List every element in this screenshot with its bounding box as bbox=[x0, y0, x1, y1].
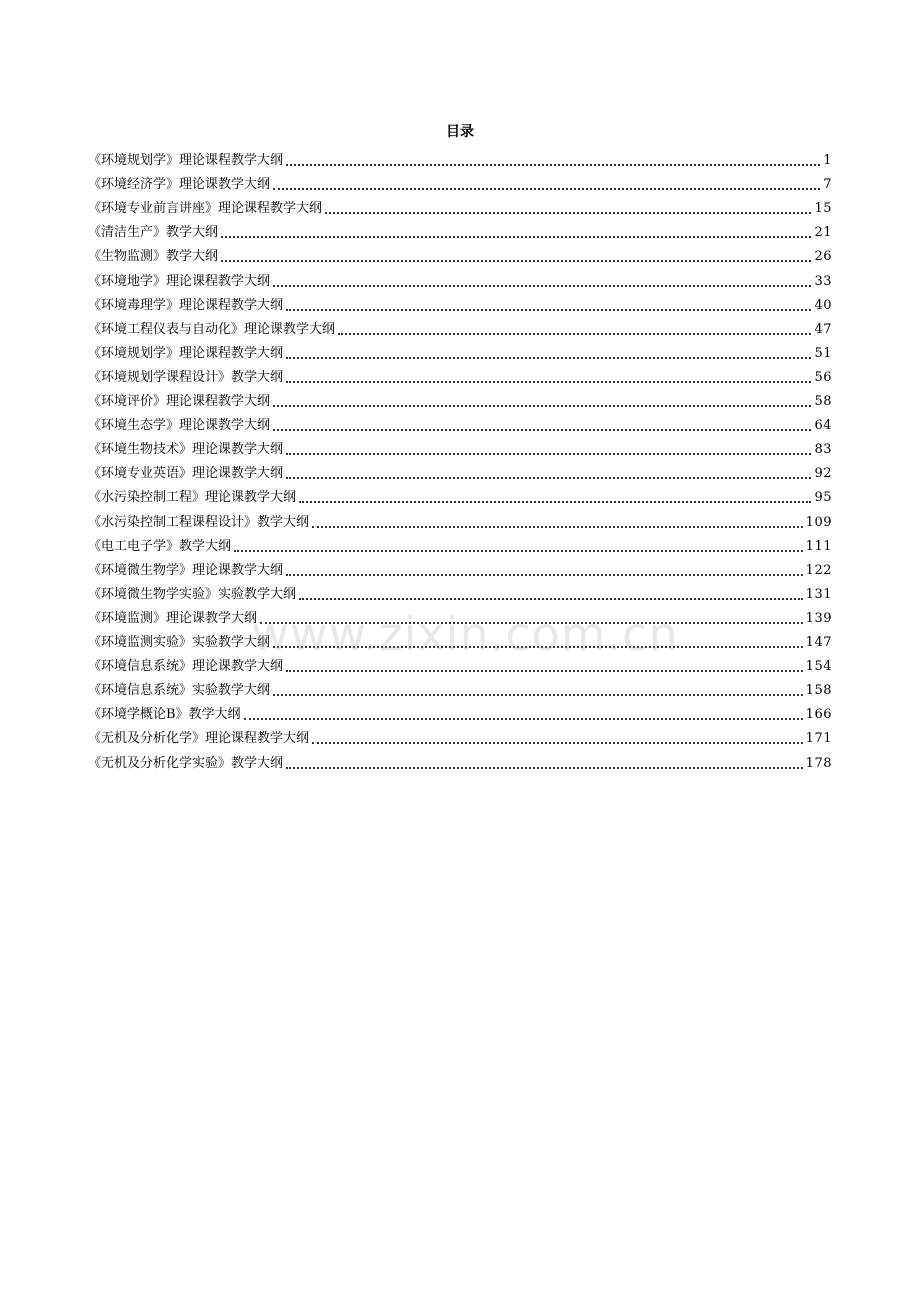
toc-entry-page-number: 139 bbox=[805, 610, 832, 626]
toc-entry-page-number: 158 bbox=[805, 683, 832, 699]
toc-dot-leader bbox=[273, 272, 811, 292]
toc-dot-leader bbox=[286, 296, 811, 316]
toc-entry-title: 《环境评价》理论课程教学大纲 bbox=[88, 394, 271, 409]
toc-entry[interactable] bbox=[88, 725, 832, 749]
toc-entry-title: 《环境毒理学》理论课程教学大纲 bbox=[88, 297, 284, 313]
toc-entry-page-number: 171 bbox=[805, 731, 832, 747]
toc-entry-title: 《环境生物技术》理论课教学大纲 bbox=[88, 442, 284, 458]
toc-entry-title: 《环境学概论B》教学大纲 bbox=[88, 707, 241, 723]
toc-entry-page-number: 154 bbox=[805, 659, 832, 675]
toc-entry-page-number: 95 bbox=[814, 490, 832, 506]
toc-entry[interactable] bbox=[88, 219, 832, 243]
toc-dot-leader bbox=[312, 729, 803, 749]
toc-entry-page-number: 92 bbox=[814, 466, 832, 482]
toc-entry-page-number: 131 bbox=[805, 586, 832, 602]
toc-entry-page-number: 21 bbox=[814, 225, 832, 241]
toc-entry-page-number: 147 bbox=[805, 635, 832, 650]
toc-dot-leader bbox=[286, 561, 803, 581]
watermark: www.zixin.com.cn bbox=[251, 607, 679, 661]
toc-entry-page-number: 33 bbox=[814, 273, 832, 289]
toc-entry-page-number: 111 bbox=[805, 538, 832, 554]
toc-dot-leader bbox=[273, 633, 803, 653]
toc-dot-leader bbox=[286, 151, 820, 171]
toc-entry-page-number: 83 bbox=[814, 442, 832, 458]
toc-entry[interactable] bbox=[88, 460, 832, 484]
toc-entry-title: 《无机及分析化学实验》教学大纲 bbox=[88, 755, 284, 771]
toc-entry-page-number: 64 bbox=[814, 418, 832, 434]
toc-entry[interactable] bbox=[88, 292, 832, 316]
toc-entry-title: 《环境专业英语》理论课教学大纲 bbox=[88, 466, 284, 482]
toc-dot-leader bbox=[286, 344, 811, 364]
toc-entry-title: 《清洁生产》教学大纲 bbox=[88, 225, 219, 241]
toc-entry[interactable] bbox=[88, 605, 832, 629]
toc-entry-title: 《环境监测》理论课教学大纲 bbox=[88, 610, 258, 626]
toc-entry-title: 《环境工程仪表与自动化》理论课教学大纲 bbox=[88, 321, 336, 337]
toc-entry[interactable] bbox=[88, 195, 832, 219]
toc-entry-page-number: 109 bbox=[805, 514, 832, 530]
toc-entry[interactable] bbox=[88, 364, 832, 388]
toc-entry[interactable] bbox=[88, 316, 832, 340]
toc-dot-leader bbox=[312, 513, 803, 533]
toc-dot-leader bbox=[338, 320, 811, 340]
toc-entry-title: 《环境地学》理论课程教学大纲 bbox=[88, 273, 271, 289]
toc-entry-page-number: 51 bbox=[814, 345, 832, 361]
toc-entry-title: 《环境专业前言讲座》理论课程教学大纲 bbox=[88, 201, 323, 217]
toc-entry[interactable] bbox=[88, 412, 832, 436]
toc-entry-page-number: 58 bbox=[814, 394, 832, 409]
toc-dot-leader bbox=[299, 488, 811, 508]
toc-dot-leader bbox=[221, 223, 811, 243]
toc-dot-leader bbox=[273, 681, 803, 701]
toc-dot-leader bbox=[260, 609, 803, 629]
toc-entry[interactable] bbox=[88, 629, 832, 653]
toc-entry-title: 《环境经济学》理论课教学大纲 bbox=[88, 177, 271, 193]
toc-dot-leader bbox=[286, 657, 803, 677]
toc-entry[interactable] bbox=[88, 581, 832, 605]
toc-entry-page-number: 56 bbox=[814, 369, 832, 385]
toc-entry[interactable] bbox=[88, 653, 832, 677]
toc-dot-leader bbox=[286, 464, 811, 484]
toc-entry-page-number: 122 bbox=[805, 562, 832, 578]
toc-dot-leader bbox=[286, 368, 811, 388]
toc-dot-leader bbox=[273, 392, 811, 412]
toc-entry[interactable] bbox=[88, 436, 832, 460]
toc-entry[interactable] bbox=[88, 484, 832, 508]
toc-entry-page-number: 178 bbox=[805, 755, 832, 771]
toc-entry[interactable] bbox=[88, 388, 832, 412]
toc-entry-title: 《水污染控制工程》理论课教学大纲 bbox=[88, 490, 297, 506]
toc-entry-title: 《电工电子学》教学大纲 bbox=[88, 538, 232, 554]
toc-entry-title: 《水污染控制工程课程设计》教学大纲 bbox=[88, 514, 310, 530]
toc-dot-leader bbox=[299, 585, 803, 605]
toc-entry-page-number: 7 bbox=[823, 177, 832, 193]
toc-entry-title: 《环境监测实验》实验教学大纲 bbox=[88, 635, 271, 650]
toc-entry-page-number: 166 bbox=[805, 707, 832, 723]
toc-entry-title: 《环境规划学》理论课程教学大纲 bbox=[88, 345, 284, 361]
toc-entry[interactable] bbox=[88, 340, 832, 364]
toc-entry[interactable] bbox=[88, 243, 832, 267]
toc-dot-leader bbox=[244, 705, 803, 725]
toc-entry-page-number: 1 bbox=[823, 153, 832, 168]
toc-entry-page-number: 26 bbox=[814, 249, 832, 265]
toc-entry[interactable] bbox=[88, 268, 832, 292]
toc-entry-title: 《环境规划学》理论课程教学大纲 bbox=[88, 153, 284, 168]
toc-dot-leader bbox=[325, 199, 811, 219]
toc-entry-title: 《环境生态学》理论课教学大纲 bbox=[88, 418, 271, 434]
toc-entry-title: 《生物监测》教学大纲 bbox=[88, 249, 219, 265]
toc-dot-leader bbox=[234, 537, 803, 557]
toc-entry[interactable] bbox=[88, 171, 832, 195]
toc-entry-title: 《环境规划学课程设计》教学大纲 bbox=[88, 369, 284, 385]
toc-entry[interactable] bbox=[88, 533, 832, 557]
toc-dot-leader bbox=[286, 754, 803, 774]
toc-dot-leader bbox=[273, 175, 820, 195]
toc-dot-leader bbox=[273, 416, 811, 436]
toc-entry[interactable] bbox=[88, 557, 832, 581]
toc-dot-leader bbox=[221, 247, 811, 267]
toc-entry[interactable] bbox=[88, 750, 832, 774]
toc-entry-title: 《环境微生物学》理论课教学大纲 bbox=[88, 562, 284, 578]
toc-entry[interactable] bbox=[88, 509, 832, 533]
toc-entry-page-number: 40 bbox=[814, 297, 832, 313]
toc-entry-title: 《无机及分析化学》理论课程教学大纲 bbox=[88, 731, 310, 747]
toc-entry-page-number: 47 bbox=[814, 321, 832, 337]
toc-entry-title: 《环境信息系统》理论课教学大纲 bbox=[88, 659, 284, 675]
toc-entry[interactable] bbox=[88, 147, 832, 171]
toc-entry-title: 《环境信息系统》实验教学大纲 bbox=[88, 683, 271, 699]
toc-title: 目录 bbox=[446, 124, 474, 140]
toc-entry[interactable] bbox=[88, 701, 832, 725]
toc-entry[interactable] bbox=[88, 677, 832, 701]
toc-entry-page-number: 15 bbox=[814, 201, 832, 217]
toc-entry-title: 《环境微生物学实验》实验教学大纲 bbox=[88, 586, 297, 602]
toc-dot-leader bbox=[286, 440, 811, 460]
